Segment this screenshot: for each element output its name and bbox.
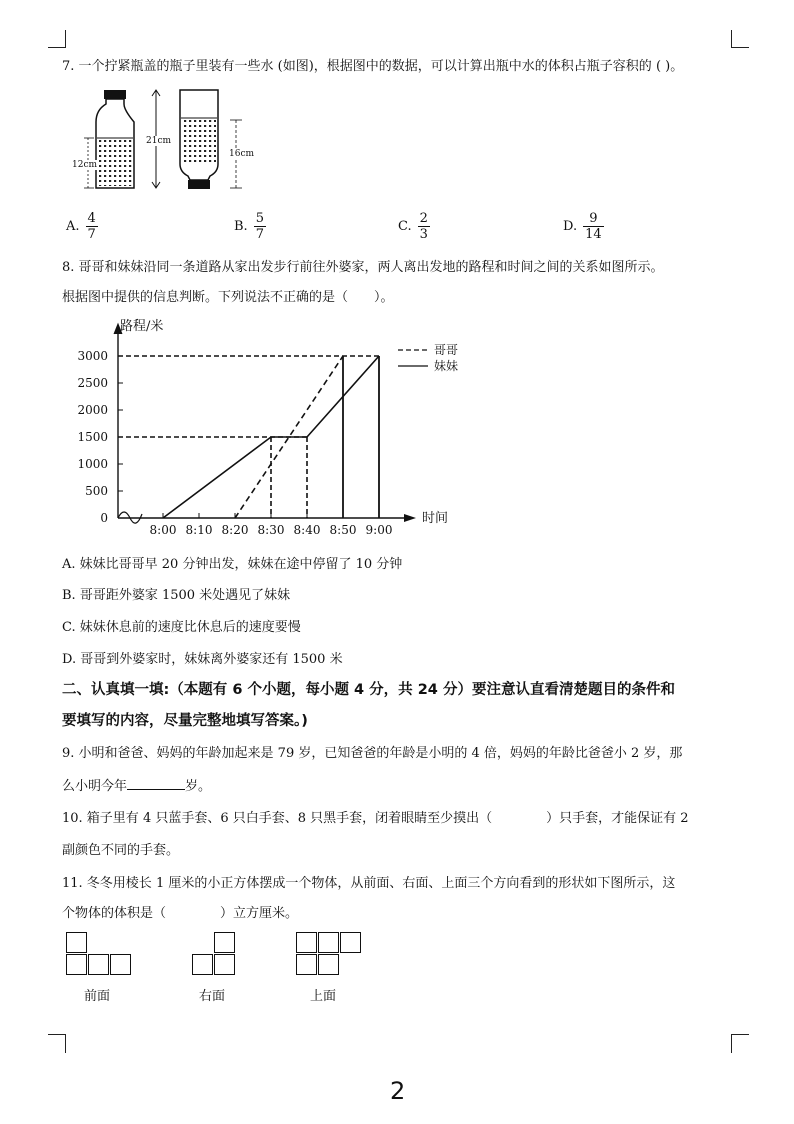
y-tick-label-0: 0 xyxy=(100,511,108,525)
legend-label-0: 哥哥 xyxy=(434,343,459,357)
q11-line2: 个物体的体积是（ ）立方厘米。 xyxy=(62,906,299,921)
q10-line2: 副颜色不同的手套。 xyxy=(62,843,180,858)
x-tick-label: 8:00 xyxy=(149,523,177,534)
q8-option-d[interactable]: D. 哥哥到外婆家时，妹妹离外婆家还有 1500 米 xyxy=(62,652,343,667)
label-21cm: 21cm xyxy=(146,136,172,146)
label-12cm: 12cm xyxy=(72,160,98,170)
y-tick-label-2500: 2500 xyxy=(77,376,108,390)
inverted-water xyxy=(182,118,216,164)
q8-option-b[interactable]: B. 哥哥距外婆家 1500 米处遇见了妹妹 xyxy=(62,588,291,603)
crop-mark-bottom-left xyxy=(48,1034,66,1053)
y-tick-label-1500: 1500 xyxy=(77,430,108,444)
q10-line1: 10. 箱子里有 4 只蓝手套、6 只白手套、8 只黑手套，闭着眼睛至少摸出（ ）只手套，才能保证有 2 xyxy=(62,811,689,826)
upright-water xyxy=(98,138,132,186)
q9-line2: 么小明今年 岁。 xyxy=(62,779,212,794)
y-tick-label-1000: 1000 xyxy=(77,457,108,471)
q8-line1: 8. 哥哥和妹妹沿同一条道路从家出发步行前往外婆家，两人离出发地的路程和时间之间的关系如图所示。 xyxy=(62,260,664,275)
q8-option-c[interactable]: C. 妹妹休息前的速度比休息后的速度要慢 xyxy=(62,620,301,635)
q7-option-a[interactable]: A. $\frac{4}{7}$ xyxy=(66,211,96,242)
y-tick-label-500: 500 xyxy=(85,484,108,498)
q8-line2: 根据图中提供的信息判断。下列说法不正确的是（ ）。 xyxy=(62,290,394,305)
x-tick-label: 8:10 xyxy=(185,523,213,534)
q7-option-d[interactable]: D. $\frac{9}{14}$ xyxy=(563,211,602,242)
q9-line1: 9. 小明和爸爸、妈妈的年龄加起来是 79 岁，已知爸爸的年龄是小明的 4 倍，妈妈的年龄比爸爸小 2 岁，那 xyxy=(62,746,683,761)
crop-mark-top-left xyxy=(48,30,66,48)
y-tick-label-3000: 3000 xyxy=(77,349,108,363)
x-axis-arrow xyxy=(404,514,416,522)
q9-answer-blank[interactable] xyxy=(127,777,185,790)
front-view-grid xyxy=(66,932,136,978)
label-16cm: 16cm xyxy=(229,149,255,159)
q7-option-c[interactable]: C. $\frac{2}{3}$ xyxy=(398,211,428,242)
x-tick-label: 8:50 xyxy=(329,523,357,534)
x-axis-label: 时间 xyxy=(422,511,449,526)
right-view-label: 右面 xyxy=(199,989,226,1004)
front-view-label: 前面 xyxy=(84,989,111,1004)
x-tick-label: 9:00 xyxy=(365,523,393,534)
legend-label-1: 妹妹 xyxy=(434,359,459,373)
section2-heading-line2: 要填写的内容，尽量完整地填写答案。) xyxy=(62,713,308,729)
bottle-cap xyxy=(104,90,126,99)
q8-option-a[interactable]: A. 妹妹比哥哥早 20 分钟出发，妹妹在途中停留了 10 分钟 xyxy=(62,557,403,572)
x-tick-label: 8:20 xyxy=(221,523,249,534)
crop-mark-top-right xyxy=(731,30,749,48)
distance-time-chart xyxy=(60,312,480,534)
x-tick-label: 8:40 xyxy=(293,523,321,534)
top-view-grid xyxy=(296,932,366,978)
q11-line1: 11. 冬冬用棱长 1 厘米的小正方体摆成一个物体，从前面、右面、上面三个方向看到的形状如下图所示，这 xyxy=(62,876,676,891)
q7-option-b[interactable]: B. $\frac{5}{7}$ xyxy=(234,211,264,242)
crop-mark-bottom-right xyxy=(731,1034,749,1053)
y-tick-label-2000: 2000 xyxy=(77,403,108,417)
inverted-bottle-cap xyxy=(188,180,210,189)
x-tick-label: 8:30 xyxy=(257,523,285,534)
section2-heading-line1: 二、认真填一填:（本题有 6 个小题，每小题 4 分，共 24 分）要注意认直看清楚题目的条件和 xyxy=(62,682,675,698)
right-view-grid xyxy=(192,932,240,978)
page-number: 2 xyxy=(390,1077,406,1105)
q7-text: 7. 一个拧紧瓶盖的瓶子里装有一些水 (如图)，根据图中的数据，可以计算出瓶中水的体积占瓶子容积的 ( )。 xyxy=(62,59,684,74)
top-view-label: 上面 xyxy=(310,989,337,1004)
y-axis-label: 路程/米 xyxy=(120,319,164,334)
